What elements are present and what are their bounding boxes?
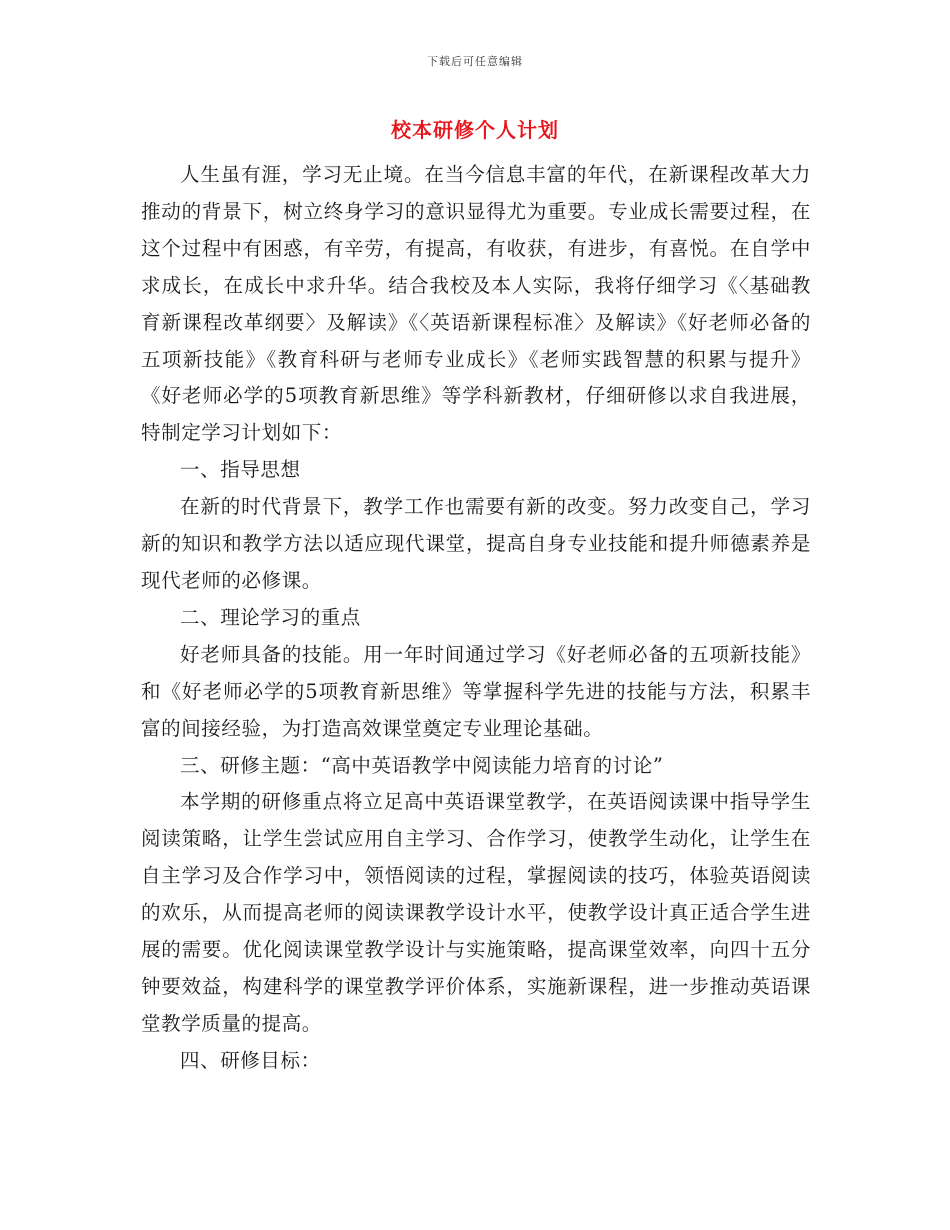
- section-heading-guiding-thought: 一、指导思想: [180, 458, 301, 482]
- section-heading-research-goals: 四、研修目标：: [180, 1048, 321, 1072]
- intro-paragraph: 人生虽有涯，学习无止境。在当今信息丰富的年代，在新课程改革大力推动的背景下，树立终身学习的意识显得尤为重要。专业成长需要过程，在这个过程中有困惑，有辛劳，有提高，有收获，有进步，有喜悦。在自学中求成长，在成长中求升华。结合我校及本人实际，我将仔细学习《〈基础教育新课程改革纲要〉及解读》《〈英语新课程标准〉及解读》《好老师必备的五项新技能》《教育科研与老师专业成长》《老师实践智慧的积累与提升》《好老师必学的5项教育新思维》等学科新教材，仔细研修以求自我进展，特制定学习计划如下：: [141, 163, 811, 445]
- section-heading-theory-focus: 二、理论学习的重点: [180, 605, 361, 629]
- section-heading-research-theme: 三、研修主题：“高中英语教学中阅读能力培育的讨论”: [180, 753, 664, 777]
- document-title: 校本研修个人计划: [391, 118, 559, 142]
- header-note: 下载后可任意编辑: [427, 55, 523, 68]
- guiding-thought-paragraph: 在新的时代背景下，教学工作也需要有新的改变。努力改变自己，学习新的知识和教学方法以适应现代课堂，提高自身专业技能和提升师德素养是现代老师的必修课。: [141, 495, 811, 592]
- theory-focus-paragraph: 好老师具备的技能。用一年时间通过学习《好老师必备的五项新技能》和《好老师必学的5项教育新思维》等掌握科学先进的技能与方法，积累丰富的间接经验，为打造高效课堂奠定专业理论基础。: [141, 642, 811, 740]
- research-theme-paragraph: 本学期的研修重点将立足高中英语课堂教学，在英语阅读课中指导学生阅读策略，让学生尝试应用自主学习、合作学习，使教学生动化，让学生在自主学习及合作学习中，领悟阅读的过程，掌握阅读的技巧，体验英语阅读的欢乐，从而提高老师的阅读课教学设计水平，使教学设计真正适合学生进展的需要。优化阅读课堂教学设计与实施策略，提高课堂效率，向四十五分钟要效益，构建科学的课堂教学评价体系，实施新课程，进一步推动英语课堂教学质量的提高。: [141, 790, 811, 1035]
- document-body: [141, 157, 811, 1080]
